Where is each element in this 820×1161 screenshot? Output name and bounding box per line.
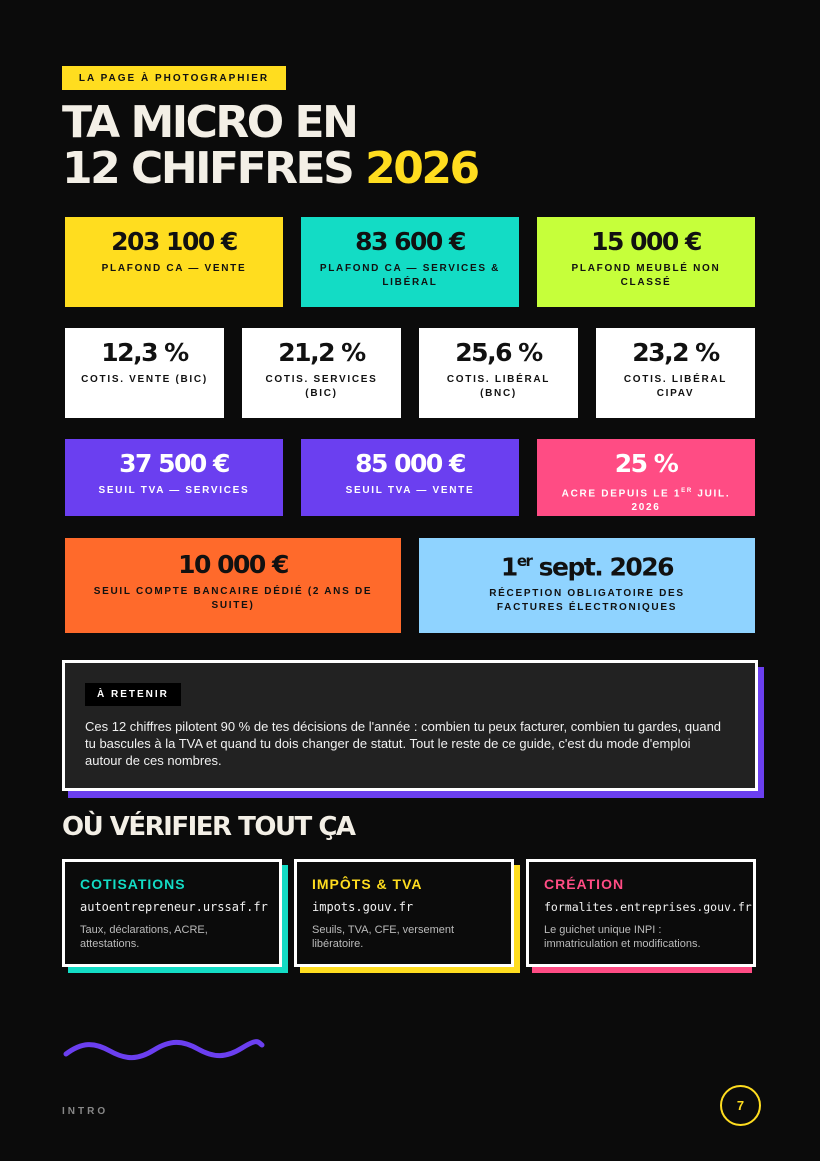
card-value: 12,3 % xyxy=(101,338,188,367)
card-cotis-services xyxy=(242,328,401,418)
card-label: PLAFOND CA — VENTE xyxy=(101,263,247,274)
card-cotis-liberal-cipav xyxy=(596,328,755,418)
source-card-impots xyxy=(294,859,514,967)
card-value: 25,6 % xyxy=(455,338,542,367)
card-value: 15 000 € xyxy=(591,227,701,256)
card-label-pre: ACRE DEPUIS LE 1 xyxy=(561,488,682,500)
retenir-text: Ces 12 chiffres pilotent 90 % de tes décisions de l'année : combien tu peux facturer, combien tu gardes, quand tu bascules à la TVA et quand tu dois changer de statut. Tout le reste de ce guide, c'est du mode d'emploi autour de ces nombres. xyxy=(85,719,722,768)
card-seuil-tva-services xyxy=(65,439,283,516)
card-label: PLAFOND MEUBLÉ NON CLASSÉ xyxy=(571,263,721,288)
page-title xyxy=(62,97,478,194)
card-value: 37 500 € xyxy=(119,449,229,478)
source-desc: Taux, déclarations, ACRE, attestations. xyxy=(80,924,208,950)
card-value: 85 000 € xyxy=(355,449,465,478)
card-value-pre: 1 xyxy=(500,552,517,582)
card-cotis-vente xyxy=(65,328,224,418)
card-label: COTIS. VENTE (BIC) xyxy=(81,374,208,385)
wave-icon xyxy=(62,1036,266,1062)
source-desc: Seuils, TVA, CFE, versement libératoire. xyxy=(312,924,455,950)
card-label: COTIS. LIBÉRAL CIPAV xyxy=(623,374,728,399)
source-desc: Le guichet unique INPI : immatriculation et modifications. xyxy=(544,924,701,950)
source-card-cotisations xyxy=(62,859,282,967)
card-label: SEUIL COMPTE BANCAIRE DÉDIÉ (2 ANS DE SUITE) xyxy=(93,586,373,611)
card-label: RÉCEPTION OBLIGATOIRE DES FACTURES ÉLECTRONIQUES xyxy=(489,588,685,614)
card-value: 23,2 % xyxy=(632,338,719,367)
card-value: 203 100 € xyxy=(111,227,237,256)
footer-section: INTRO xyxy=(62,1106,109,1117)
card-seuil-tva-vente xyxy=(301,439,519,516)
source-url[interactable]: autoentrepreneur.urssaf.fr xyxy=(80,900,268,914)
card-seuil-compte-bancaire xyxy=(65,538,401,633)
card-value: 21,2 % xyxy=(278,338,365,367)
card-label xyxy=(537,484,755,515)
card-value-sup: er xyxy=(516,552,532,570)
verify-heading: OÙ VÉRIFIER TOUT ÇA xyxy=(62,812,355,842)
card-label-post: JUIL. 2026 xyxy=(631,488,731,514)
retenir-badge: À RETENIR xyxy=(85,683,181,706)
card-value: 83 600 € xyxy=(355,227,465,256)
source-title: IMPÔTS & TVA xyxy=(312,876,423,892)
card-label: SEUIL TVA — SERVICES xyxy=(98,485,250,496)
card-label: PLAFOND CA — SERVICES & LIBÉRAL xyxy=(319,263,501,288)
section-tag: LA PAGE À PHOTOGRAPHIER xyxy=(62,66,286,90)
card-label: COTIS. LIBÉRAL (BNC) xyxy=(446,374,551,399)
card-plafond-meuble xyxy=(537,217,755,307)
card-plafond-vente xyxy=(65,217,283,307)
card-value-post: sept. 2026 xyxy=(531,552,674,582)
card-label-sup: ER xyxy=(681,488,693,494)
card-value xyxy=(501,552,673,581)
source-card-creation xyxy=(526,859,756,967)
card-value: 25 % xyxy=(614,449,678,478)
source-title: COTISATIONS xyxy=(80,876,186,892)
card-cotis-liberal-bnc xyxy=(419,328,578,418)
source-url[interactable]: impots.gouv.fr xyxy=(312,900,414,914)
card-value: 10 000 € xyxy=(178,550,288,579)
source-url[interactable]: formalites.entreprises.gouv.fr xyxy=(544,900,752,914)
source-title: CRÉATION xyxy=(544,876,625,892)
page-number: 7 xyxy=(720,1085,761,1126)
card-label: SEUIL TVA — VENTE xyxy=(345,485,475,496)
card-plafond-services xyxy=(301,217,519,307)
title-line-1: TA MICRO EN xyxy=(62,97,357,148)
title-line-2 xyxy=(62,143,478,194)
retenir-box xyxy=(62,660,758,791)
card-acre xyxy=(537,439,755,516)
card-facture-electronique xyxy=(419,538,755,633)
title-year: 2026 xyxy=(365,143,478,194)
title-line-2-text: 12 CHIFFRES xyxy=(62,143,353,194)
card-label: COTIS. SERVICES (BIC) xyxy=(265,374,378,399)
